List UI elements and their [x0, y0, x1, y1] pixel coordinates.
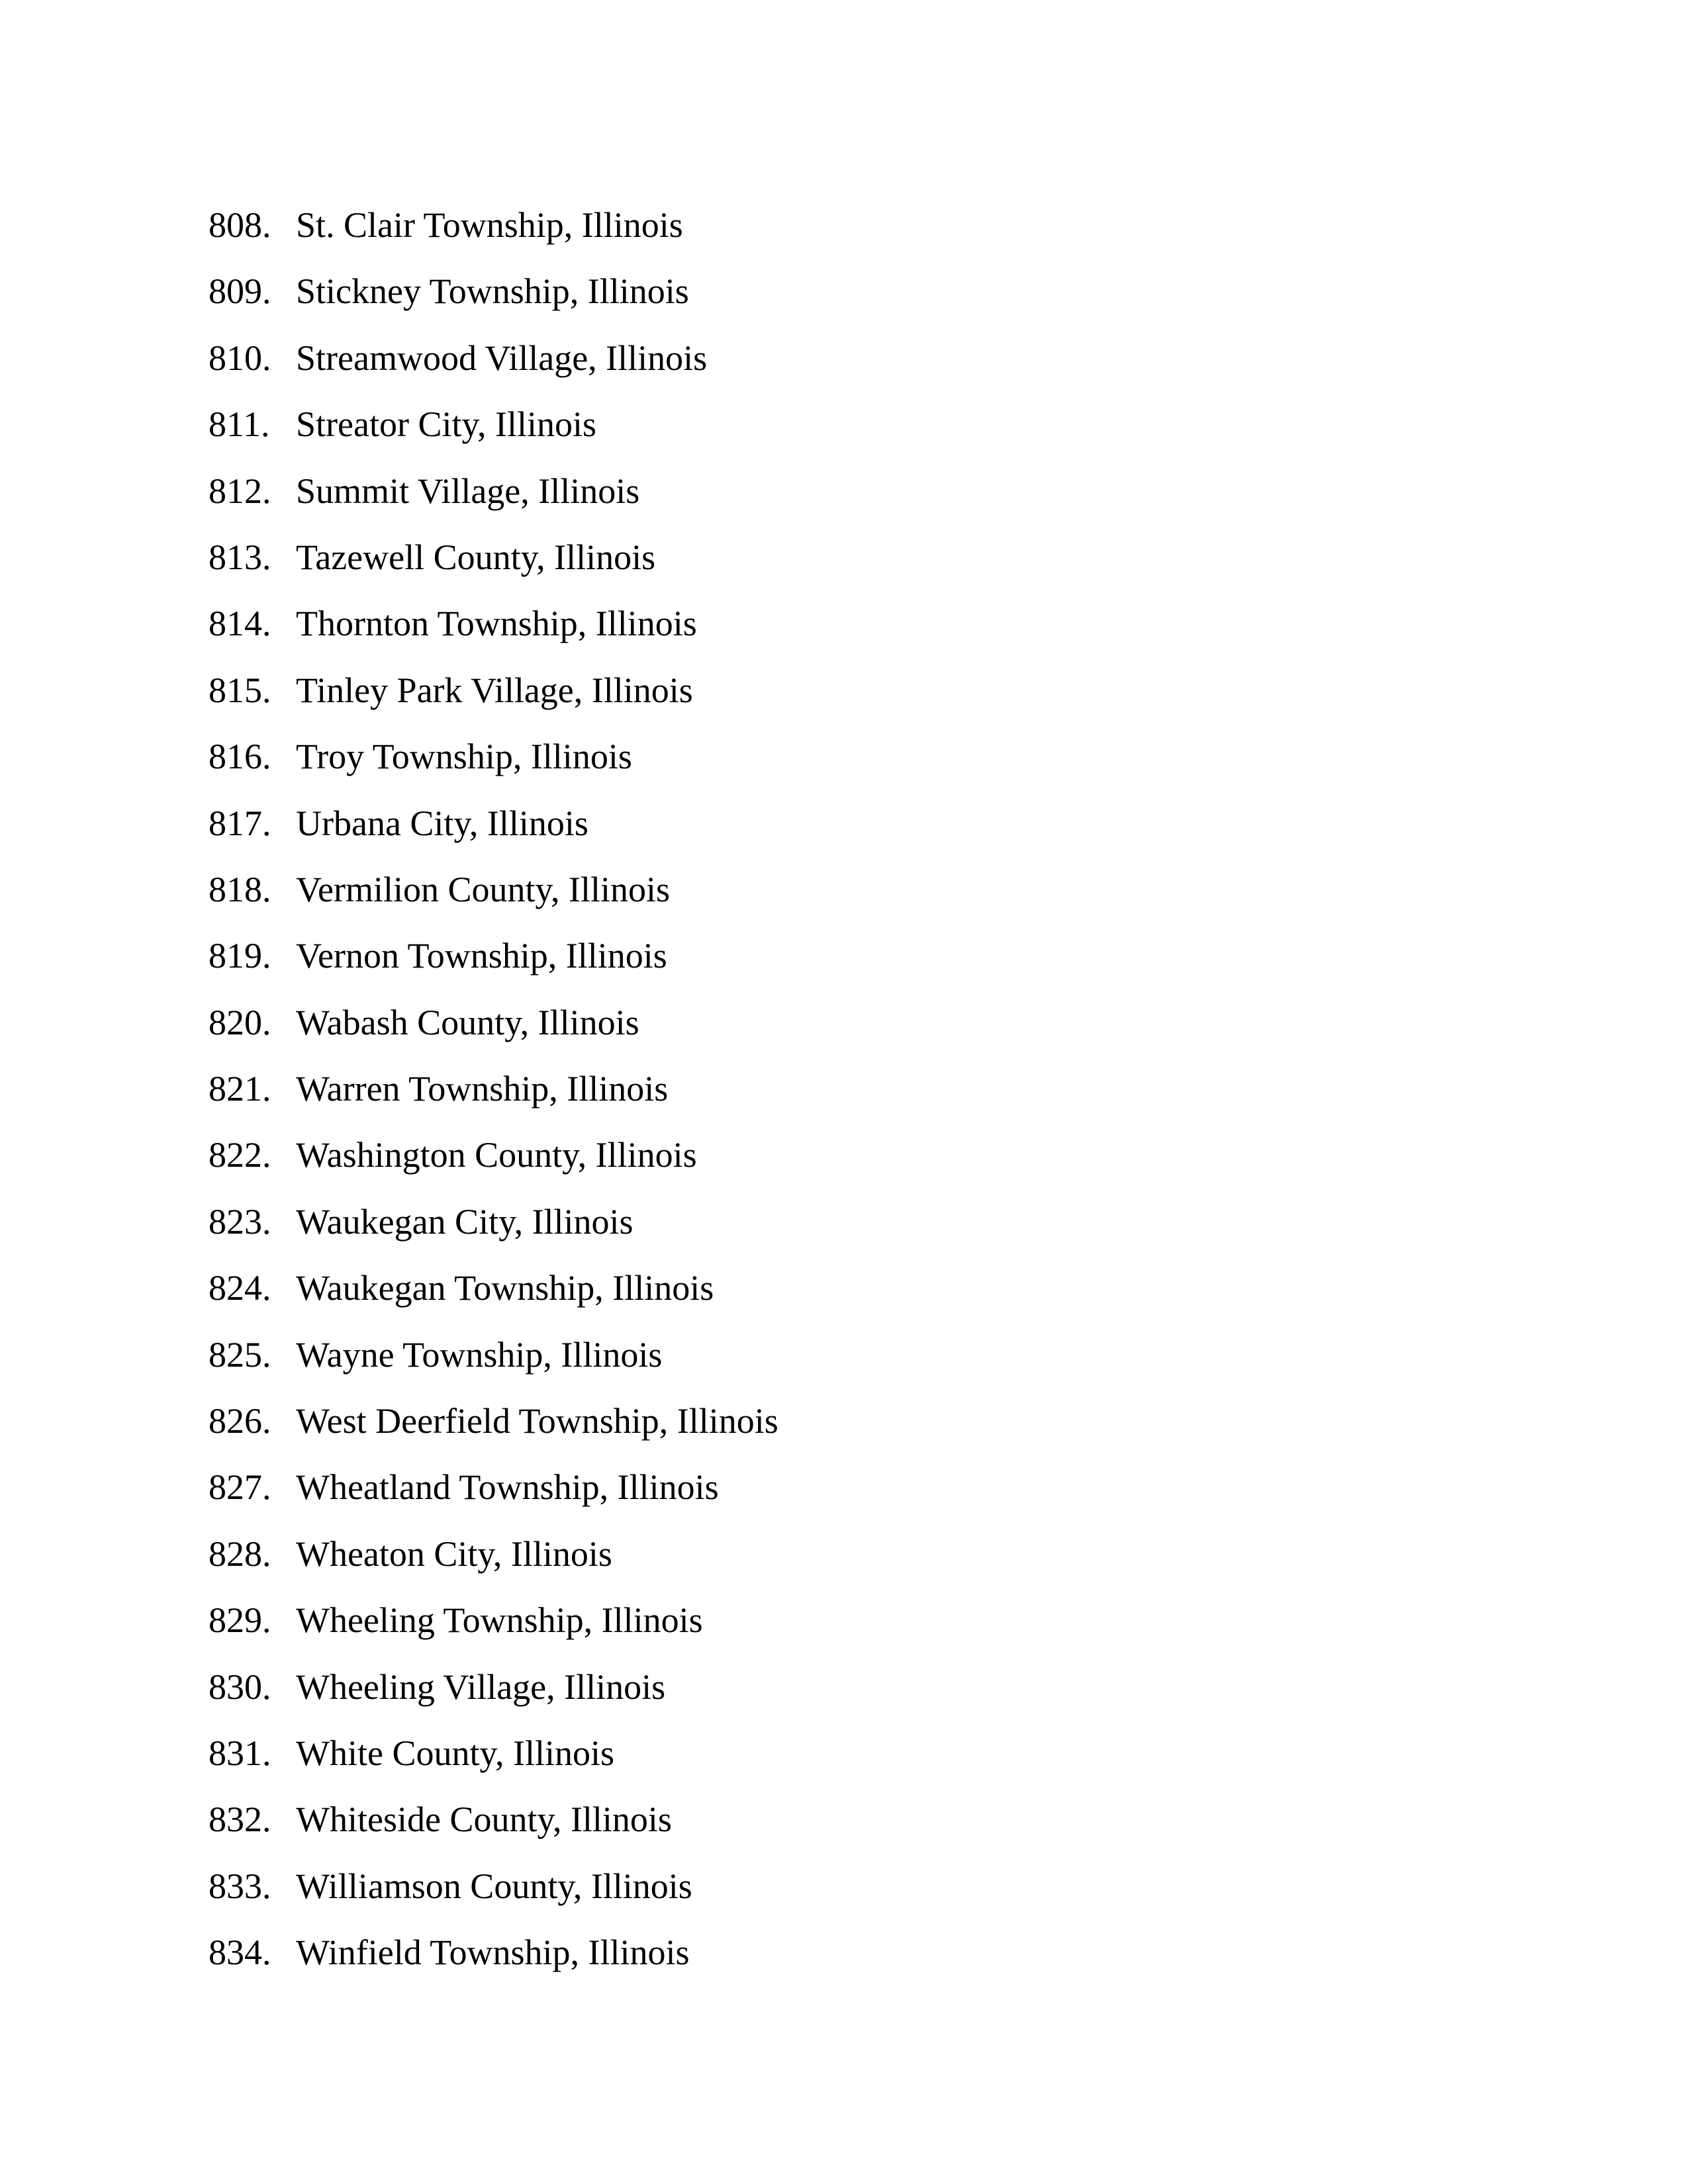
list-item [209, 657, 778, 723]
item-name: Urbana City, Illinois [296, 803, 588, 843]
item-number: 817. [209, 803, 271, 843]
list-item [209, 1454, 778, 1520]
item-name: Vermilion County, Illinois [296, 869, 670, 909]
item-name: Summit Village, Illinois [296, 471, 640, 511]
item-number: 834. [209, 1933, 271, 1973]
item-name: Wheeling Township, Illinois [296, 1600, 703, 1641]
item-number: 820. [209, 1002, 271, 1042]
list-item [209, 1255, 778, 1321]
item-name: Streator City, Illinois [296, 404, 596, 445]
item-number: 831. [209, 1733, 271, 1773]
item-name: Stickney Township, Illinois [296, 271, 689, 312]
list-item [209, 1322, 778, 1388]
list-item [209, 1388, 778, 1454]
list-item [209, 790, 778, 856]
list-item [209, 1720, 778, 1786]
list-item [209, 1189, 778, 1255]
item-number: 825. [209, 1334, 271, 1375]
numbered-list [209, 192, 778, 1986]
item-name: Streamwood Village, Illinois [296, 338, 708, 378]
item-number: 813. [209, 537, 271, 577]
list-item [209, 1056, 778, 1122]
item-number: 814. [209, 604, 271, 644]
item-number: 823. [209, 1201, 271, 1242]
item-name: St. Clair Township, Illinois [296, 205, 683, 245]
item-number: 833. [209, 1866, 271, 1906]
item-name: Waukegan City, Illinois [296, 1201, 633, 1242]
list-item [209, 391, 778, 457]
item-number: 828. [209, 1533, 271, 1574]
list-item [209, 458, 778, 524]
item-number: 819. [209, 936, 271, 976]
list-item [209, 723, 778, 790]
item-name: Troy Township, Illinois [296, 737, 632, 777]
list-item [209, 1654, 778, 1720]
list-item [209, 856, 778, 923]
item-name: Waukegan Township, Illinois [296, 1268, 714, 1308]
item-name: Warren Township, Illinois [296, 1069, 669, 1109]
item-number: 822. [209, 1135, 271, 1175]
item-number: 832. [209, 1799, 271, 1840]
list-item [209, 1521, 778, 1587]
item-name: Wheatland Township, Illinois [296, 1467, 719, 1508]
item-name: Wayne Township, Illinois [296, 1334, 663, 1375]
item-name: Williamson County, Illinois [296, 1866, 692, 1906]
item-name: Vernon Township, Illinois [296, 936, 667, 976]
list-item [209, 989, 778, 1056]
item-number: 812. [209, 471, 271, 511]
list-item [209, 192, 778, 258]
item-number: 827. [209, 1467, 271, 1508]
item-number: 811. [209, 404, 270, 445]
list-item [209, 1587, 778, 1653]
item-number: 826. [209, 1401, 271, 1441]
item-name: West Deerfield Township, Illinois [296, 1401, 778, 1441]
item-name: Tazewell County, Illinois [296, 537, 656, 577]
item-number: 816. [209, 737, 271, 777]
item-name: White County, Illinois [296, 1733, 614, 1773]
item-name: Wabash County, Illinois [296, 1002, 639, 1042]
item-name: Whiteside County, Illinois [296, 1799, 672, 1840]
item-name: Wheeling Village, Illinois [296, 1666, 666, 1707]
item-number: 818. [209, 869, 271, 909]
item-name: Winfield Township, Illinois [296, 1933, 690, 1973]
list-item [209, 1919, 778, 1985]
list-item [209, 1786, 778, 1852]
item-number: 815. [209, 670, 271, 710]
item-number: 821. [209, 1069, 271, 1109]
item-number: 809. [209, 271, 271, 312]
list-item [209, 923, 778, 989]
list-item [209, 258, 778, 324]
item-name: Thornton Township, Illinois [296, 604, 697, 644]
list-item [209, 325, 778, 391]
item-name: Wheaton City, Illinois [296, 1533, 612, 1574]
list-item [209, 590, 778, 657]
item-name: Washington County, Illinois [296, 1135, 697, 1175]
list-item [209, 524, 778, 590]
item-number: 830. [209, 1666, 271, 1707]
item-number: 829. [209, 1600, 271, 1641]
list-item [209, 1122, 778, 1188]
item-name: Tinley Park Village, Illinois [296, 670, 693, 710]
item-number: 824. [209, 1268, 271, 1308]
item-number: 810. [209, 338, 271, 378]
item-number: 808. [209, 205, 271, 245]
list-item [209, 1853, 778, 1919]
